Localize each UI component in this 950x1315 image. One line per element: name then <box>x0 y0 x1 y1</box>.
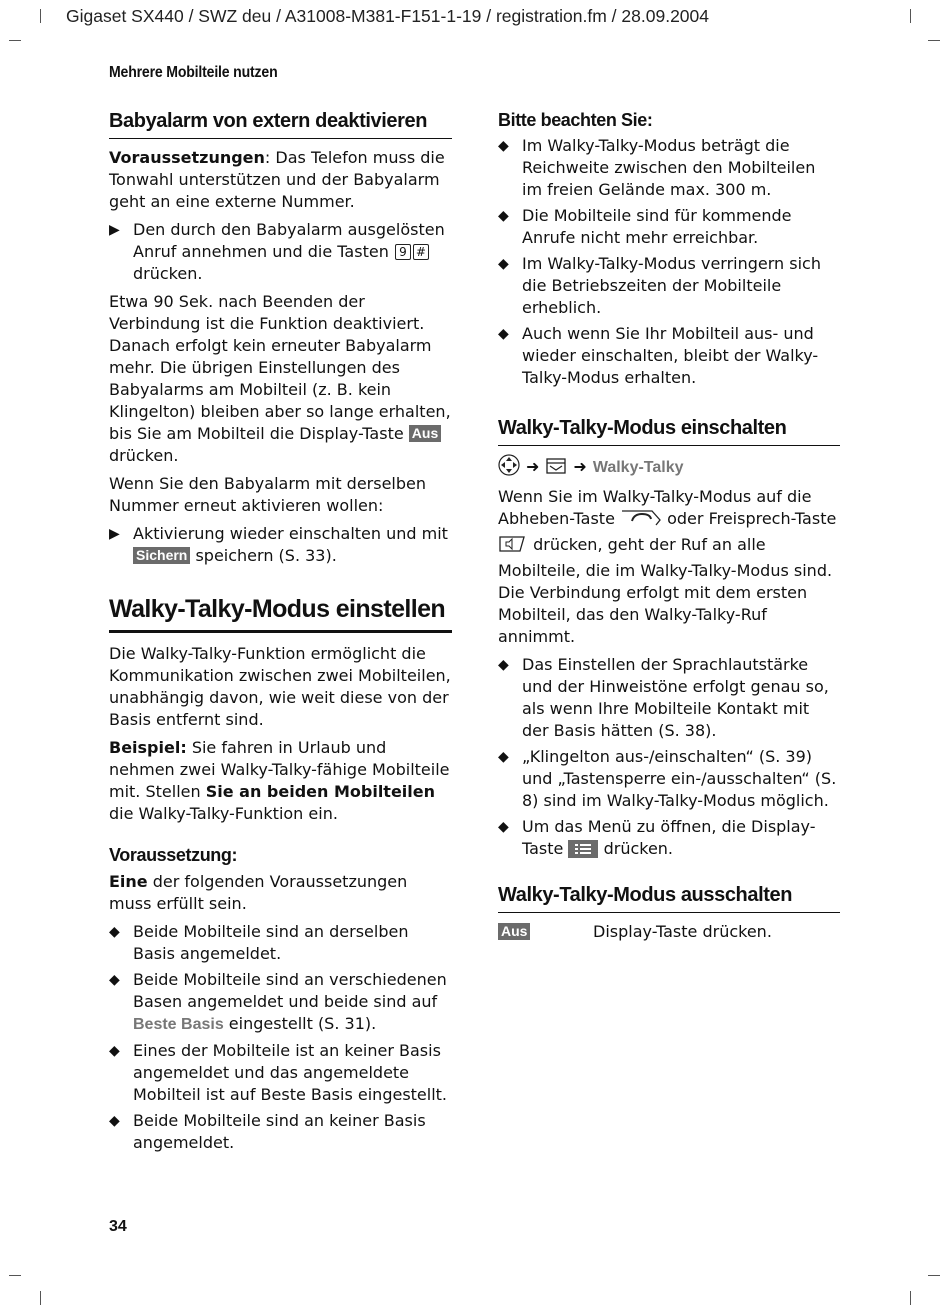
paragraph-text: Sie fahren in Urlaub und nehmen zwei Walky-Talky-fähige Mobilteile mit. Stellen <box>109 738 450 801</box>
step-item <box>109 523 452 567</box>
einschalten-paragraph <box>498 486 840 648</box>
einschalten-list <box>498 654 840 864</box>
walky-intro: Die Walky-Talky-Funktion ermöglicht die Kommunikation zwischen zwei Mobilteilen, unabhängig davon, wie weit diese von der Basis entfernt sind. <box>109 644 451 729</box>
heading-walky-ausschalten: Walky-Talky-Modus ausschalten <box>498 884 840 913</box>
crop-mark <box>928 40 940 41</box>
handsfree-key-icon <box>498 534 528 560</box>
steps-reaktivieren <box>109 523 452 567</box>
emphasis-text: Sie an beiden Mobilteilen <box>205 782 436 801</box>
triangle-bullet-icon: ▶ <box>109 222 120 238</box>
diamond-bullet-icon: ◆ <box>109 972 120 988</box>
paragraph-text: drücken. <box>109 446 179 465</box>
list-item-text: drücken. <box>603 839 674 858</box>
key-hash-icon: # <box>413 244 429 260</box>
left-column <box>109 110 452 1160</box>
heading-walky-einschalten: Walky-Talky-Modus einschalten <box>498 417 840 446</box>
ausschalten-text: Display-Taste drücken. <box>593 922 772 941</box>
diamond-bullet-icon: ◆ <box>498 138 509 154</box>
diamond-bullet-icon: ◆ <box>498 256 509 272</box>
key-9-icon: 9 <box>395 244 411 260</box>
crop-mark <box>9 40 21 41</box>
step-item <box>109 219 452 285</box>
diamond-bullet-icon: ◆ <box>109 924 120 940</box>
menu-path <box>498 454 840 482</box>
control-key-icon <box>498 454 520 482</box>
list-item-text: Beide Mobilteile sind an verschiedenen Basen angemeldet und beide sind auf <box>133 970 447 1011</box>
list-item-text: Eines der Mobilteile ist an keiner Basis angemeldet und das angemeldete Mobilteil ist auf Beste Basis eingestellt. <box>133 1041 448 1104</box>
list-item <box>498 746 840 812</box>
crop-mark <box>910 9 911 23</box>
list-item-text: Das Einstellen der Sprachlautstärke und der Hinweistöne erfolgt genau so, als wenn Ihre Mobilteile Kontakt mit der Basis hätten (S. 38). <box>522 655 829 740</box>
menu-item-walky-talky: Walky-Talky <box>592 459 684 476</box>
talk-key-icon <box>620 508 662 534</box>
display-key-aus: Aus <box>498 923 530 940</box>
list-item-text: Um das Menü zu öffnen, die Display-Taste <box>522 817 816 858</box>
list-item <box>498 654 840 742</box>
beispiel-paragraph <box>109 737 452 825</box>
list-item <box>109 921 452 965</box>
voraussetzung-intro <box>109 871 452 915</box>
display-key-sichern: Sichern <box>133 547 190 564</box>
diamond-bullet-icon: ◆ <box>109 1043 120 1059</box>
step-text: speichern (S. 33). <box>195 546 337 565</box>
paragraph-text: oder Freisprech-Taste <box>667 509 837 528</box>
step-text: drücken. <box>133 264 203 283</box>
heading-voraussetzung: Voraussetzung: <box>109 845 238 865</box>
paragraph-text: die Walky-Talky-Funktion ein. <box>109 804 338 823</box>
ausschalten-row <box>498 921 840 943</box>
list-item-text: Beide Mobilteile sind an derselben Basis angemeldet. <box>133 922 409 963</box>
paragraph-text: Etwa 90 Sek. nach Beenden der Verbindung ist die Funktion deaktiviert. Danach erfolgt kein erneuter Babyalarm mehr. Die übrigen Einstellungen des Babyalarms am Mobilteil (z. B. kein Klingelton) bleiben aber so lange erhalten, bis Sie am Mobilteil die Display-Taste <box>109 292 451 443</box>
beachten-list <box>498 135 840 389</box>
list-item-text: Im Walky-Talky-Modus beträgt die Reichweite zwischen den Mobilteilen im freien Gelände max. 300 m. <box>522 136 816 199</box>
diamond-bullet-icon: ◆ <box>498 819 509 835</box>
voraussetzungen-label: Voraussetzungen <box>109 148 265 167</box>
diamond-bullet-icon: ◆ <box>109 1113 120 1129</box>
list-item <box>498 205 840 249</box>
crop-mark <box>910 1291 911 1305</box>
document-header: Gigaset SX440 / SWZ deu / A31008-M381-F151-1-19 / registration.fm / 28.09.2004 <box>66 6 709 26</box>
page-number: 34 <box>109 1218 127 1235</box>
voraussetzung-list <box>109 921 452 1154</box>
list-item <box>109 969 452 1036</box>
step-text: Aktivierung wieder einschalten und mit <box>133 524 448 543</box>
diamond-bullet-icon: ◆ <box>498 657 509 673</box>
triangle-bullet-icon: ▶ <box>109 526 120 542</box>
crop-mark <box>9 1275 21 1276</box>
crop-mark <box>928 1275 940 1276</box>
paragraph-deaktivierung <box>109 291 452 467</box>
list-item <box>498 816 840 864</box>
list-item <box>109 1040 452 1106</box>
display-key-aus: Aus <box>409 425 441 442</box>
list-item <box>109 1110 452 1154</box>
arrow-right-icon: ➜ <box>526 457 540 476</box>
diamond-bullet-icon: ◆ <box>498 326 509 342</box>
crop-mark <box>40 9 41 23</box>
list-item <box>498 253 840 319</box>
steps-deaktivieren <box>109 219 452 285</box>
voraussetzungen-text: : Das Telefon muss die Tonwahl unterstützen und der Babyalarm geht an eine externe Nummer. <box>109 148 445 211</box>
menu-envelope-icon <box>545 456 567 482</box>
diamond-bullet-icon: ◆ <box>498 749 509 765</box>
heading-bitte-beachten: Bitte beachten Sie: <box>498 110 653 130</box>
emphasis-text: Eine <box>109 872 148 891</box>
paragraph-text: Wenn Sie im Walky-Talky-Modus auf die Abheben-Taste <box>498 487 812 528</box>
list-item-text: Die Mobilteile sind für kommende Anrufe nicht mehr erreichbar. <box>522 206 792 247</box>
crop-mark <box>40 1291 41 1305</box>
list-item-text: eingestellt (S. 31). <box>223 1014 377 1033</box>
paragraph-text: der folgenden Voraussetzungen muss erfüllt sein. <box>109 872 408 913</box>
right-column <box>498 110 840 943</box>
list-item-text: „Klingelton aus-/einschalten“ (S. 39) und „Tastensperre ein-/ausschalten“ (S. 8) sind im Walky-Talky-Modus möglich. <box>522 747 837 810</box>
paragraph-reaktivieren: Wenn Sie den Babyalarm mit derselben Nummer erneut aktivieren wollen: <box>109 474 427 515</box>
menu-list-icon <box>568 840 598 864</box>
step-text: Den durch den Babyalarm ausgelösten Anruf annehmen und die Tasten <box>133 220 445 261</box>
beispiel-label: Beispiel: <box>109 738 187 757</box>
heading-walky-talky-einstellen: Walky-Talky-Modus einstellen <box>109 595 452 633</box>
voraussetzungen-paragraph <box>109 147 452 213</box>
list-item-text: Auch wenn Sie Ihr Mobilteil aus- und wieder einschalten, bleibt der Walky-Talky-Modus erhalten. <box>522 324 819 387</box>
menu-reference: Beste Basis <box>133 1016 224 1033</box>
section-label: Mehrere Mobilteile nutzen <box>109 64 278 81</box>
heading-babyalarm-deaktivieren: Babyalarm von extern deaktivieren <box>109 110 452 139</box>
diamond-bullet-icon: ◆ <box>498 208 509 224</box>
ausschalten-key-cell <box>498 921 593 943</box>
paragraph-text: drücken, geht der Ruf an alle Mobilteile, die im Walky-Talky-Modus sind. Die Verbindung erfolgt mit dem ersten Mobilteil, das den Walky-Talky-Ruf annimmt. <box>498 535 833 646</box>
list-item-text: Beide Mobilteile sind an keiner Basis angemeldet. <box>133 1111 426 1152</box>
list-item <box>498 135 840 201</box>
list-item-text: Im Walky-Talky-Modus verringern sich die Betriebszeiten der Mobilteile erheblich. <box>522 254 821 317</box>
arrow-right-icon: ➜ <box>573 457 587 476</box>
list-item <box>498 323 840 389</box>
